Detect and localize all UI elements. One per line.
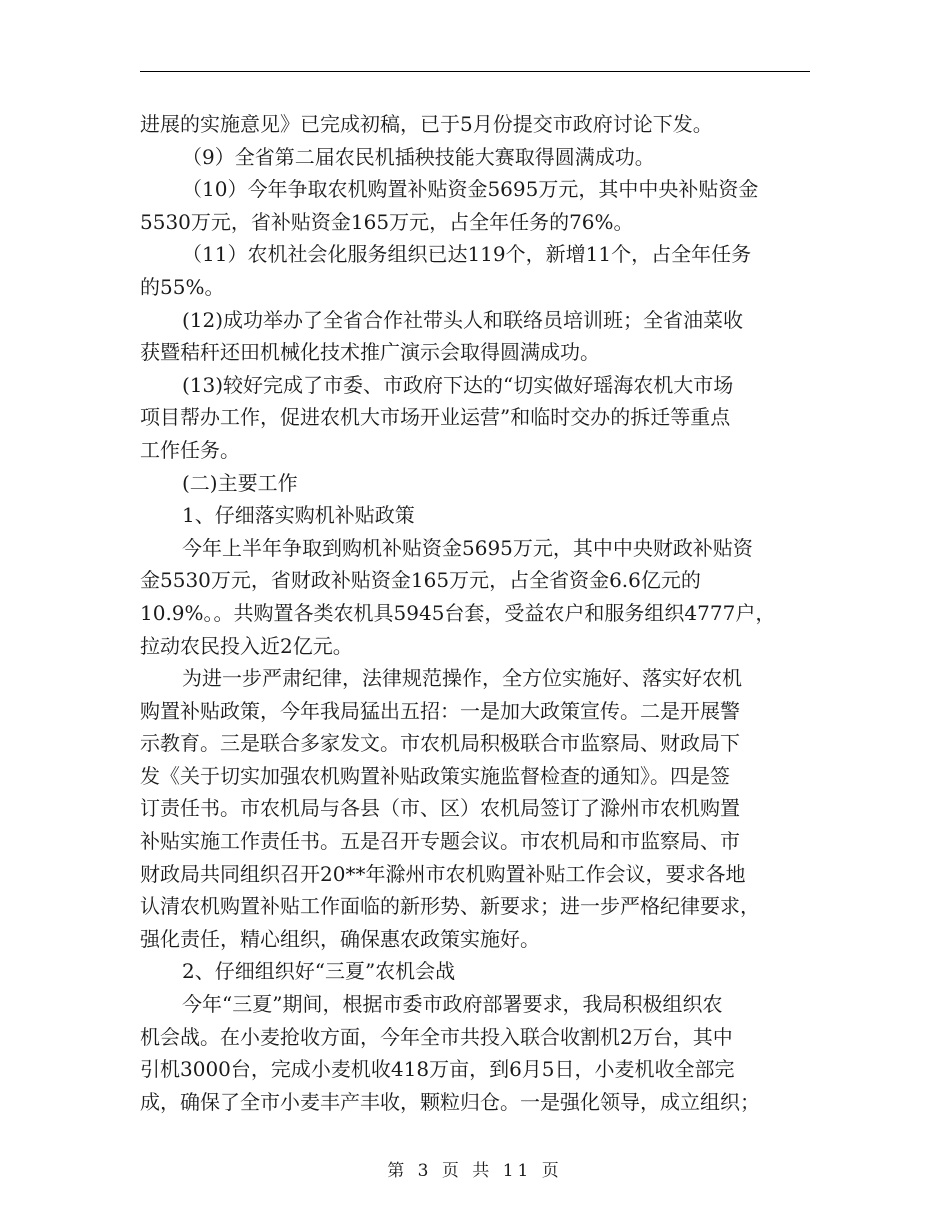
header-rule: [140, 71, 810, 72]
subsection-heading: 1、仔细落实购机补贴政策: [182, 503, 415, 528]
text-line: 引机3000台，完成小麦机收418万亩，到6月5日，小麦机收全部完: [140, 1057, 735, 1082]
text-line: 认清农机购置补贴工作面临的新形势、新要求；进一步严格纪律要求，: [140, 894, 760, 919]
text-line: 项目帮办工作，促进农机大市场开业运营”和临时交办的拆迁等重点: [140, 405, 731, 430]
text-line: 的55%。: [140, 274, 225, 299]
text-line: (13)较好完成了市委、市政府下达的“切实做好瑶海农机大市场: [182, 372, 734, 397]
text-line: （10）今年争取农机购置补贴资金5695万元，其中中央补贴资金: [182, 177, 759, 202]
text-line: 5530万元，省补贴资金165万元，占全年任务的76%。: [140, 209, 634, 234]
text-line: 成，确保了全市小麦丰产丰收，颗粒归仓。一是强化领导，成立组织；: [140, 1089, 760, 1114]
text-line: 金5530万元，省财政补贴资金165万元，占全省资金6.6亿元的: [140, 568, 701, 593]
text-line: 拉动农民投入近2亿元。: [140, 633, 353, 658]
text-line: （9）全省第二届农民机插秧技能大赛取得圆满成功。: [182, 144, 655, 169]
text-line: 机会战。在小麦抢收方面，今年全市共投入联合收割机2万台，其中: [140, 1024, 733, 1049]
subsection-heading: 2、仔细组织好“三夏”农机会战: [182, 959, 456, 984]
text-line: 为进一步严肃纪律，法律规范操作，全方位实施好、落实好农机: [182, 666, 742, 691]
page-number-footer: 第 3 页 共 11 页: [387, 1161, 563, 1181]
text-line: 示教育。三是联合多家发文。市农机局积极联合市监察局、财政局下: [140, 731, 740, 756]
text-line: 订责任书。市农机局与各县（市、区）农机局签订了滁州市农机购置: [140, 796, 740, 821]
document-body: [140, 108, 810, 1118]
text-line: 获暨秸秆还田机械化技术推广演示会取得圆满成功。: [140, 340, 600, 365]
text-line: 今年“三夏”期间，根据市委市政府部署要求，我局积极组织农: [182, 992, 723, 1017]
text-line: 购置补贴政策，今年我局猛出五招：一是加大政策宣传。二是开展警: [140, 698, 740, 723]
text-line: 10.9%。。共购置各类农机具5945台套，受益农户和服务组织4777户，: [140, 600, 776, 625]
text-line: 强化责任，精心组织，确保惠农政策实施好。: [140, 926, 540, 951]
text-line: (12)成功举办了全省合作社带头人和联络员培训班；全省油菜收: [182, 307, 744, 332]
text-line: 工作任务。: [140, 437, 240, 462]
section-heading: (二)主要工作: [182, 470, 298, 495]
text-line: 补贴实施工作责任书。五是召开专题会议。市农机局和市监察局、市: [140, 829, 740, 854]
text-line: 财政局共同组织召开20**年滁州市农机购置补贴工作会议，要求各地: [140, 861, 746, 886]
text-line: （11）农机社会化服务组织已达119个，新增11个，占全年任务: [182, 242, 752, 267]
text-line: 今年上半年争取到购机补贴资金5695万元，其中中央财政补贴资: [182, 535, 753, 560]
text-line: 发《关于切实加强农机购置补贴政策实施监督检查的通知》。四是签: [140, 763, 730, 788]
text-line: 进展的实施意见》已完成初稿，已于5月份提交市政府讨论下发。: [140, 112, 713, 136]
